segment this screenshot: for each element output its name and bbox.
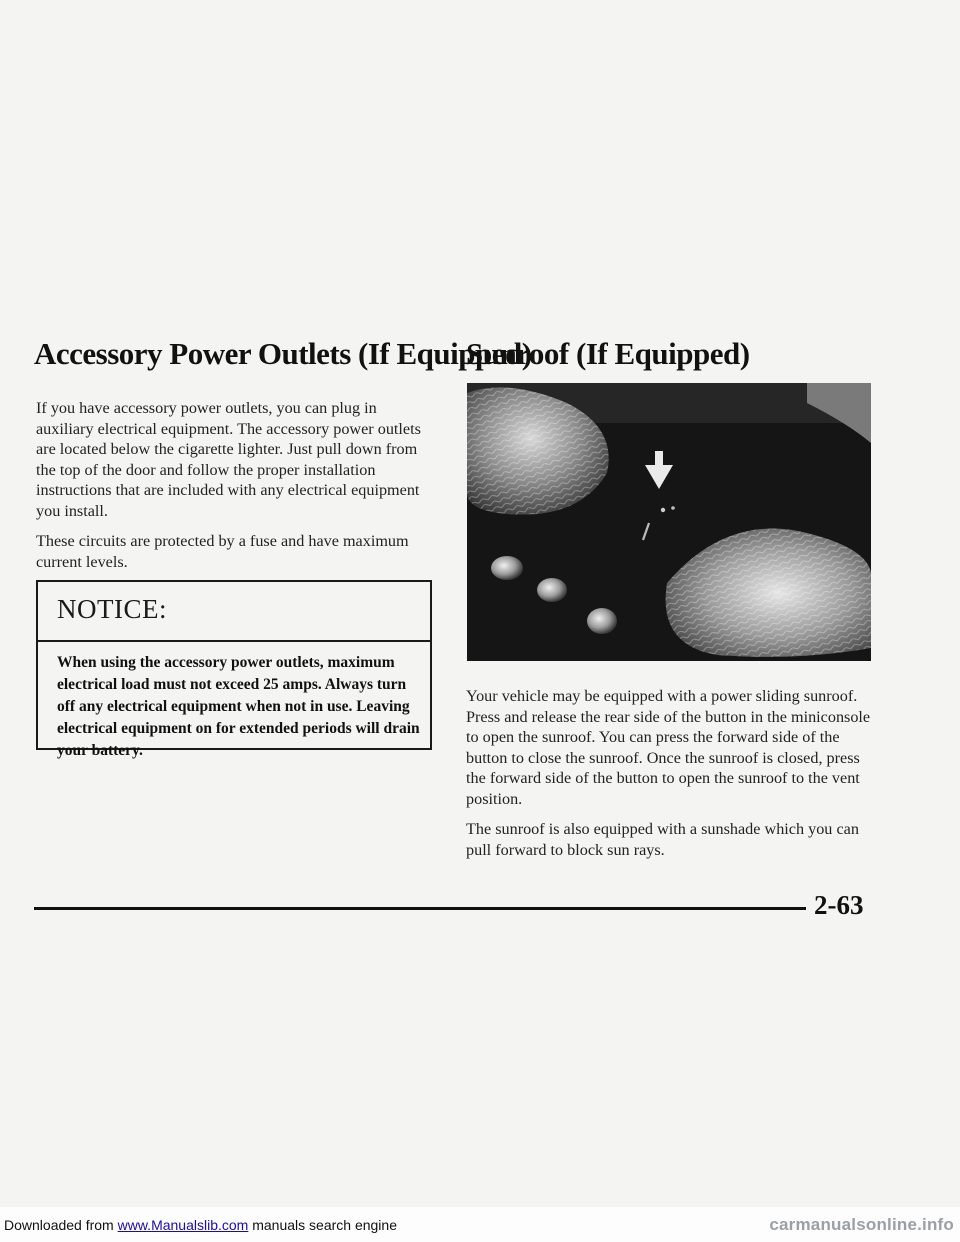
download-suffix: manuals search engine — [248, 1217, 397, 1233]
accessory-paragraph-2: These circuits are protected by a fuse and have maximum current levels. — [36, 532, 409, 571]
sunroof-heading: Sunroof (If Equipped) — [466, 336, 750, 371]
sunroof-text — [466, 686, 876, 870]
accessory-power-outlets-text — [36, 398, 436, 582]
download-source-line — [4, 1217, 397, 1233]
notice-box — [36, 580, 432, 759]
notice-title: NOTICE: — [57, 594, 167, 624]
sunroof-paragraph-2: The sunroof is also equipped with a sunshade which you can pull forward to block sun rays. — [466, 820, 859, 859]
sunroof-console-illustration — [467, 383, 871, 661]
carmanualsonline-watermark: carmanualsonline.info — [769, 1215, 954, 1234]
notice-body: When using the accessory power outlets, maximum electrical load must not exceed 25 amps. Always turn off any electrical equipment when not in use. Leaving electrical equipment on for extended periods will drain your battery. — [57, 654, 420, 759]
footer-rule — [34, 907, 806, 910]
sunroof-console-photo — [467, 383, 871, 661]
accessory-paragraph-1: If you have accessory power outlets, you can plug in auxiliary electrical equipment. The accessory power outlets are located below the cigarette lighter. Just pull down from the top of the door and follow the proper installation instructions that are included with any electrical equipment you install. — [36, 399, 421, 520]
download-prefix: Downloaded from — [4, 1217, 118, 1233]
notice-header — [38, 582, 430, 642]
sunroof-paragraph-1: Your vehicle may be equipped with a power sliding sunroof. Press and release the rear side of the button in the miniconsole to open the sunroof. You can press the forward side of the button to close the sunroof. Once the sunroof is closed, press the forward side of the button to open the sunroof to the vent position. — [466, 687, 871, 808]
page-number: 2-63 — [814, 890, 864, 920]
manualslib-link[interactable]: www.Manualslib.com — [117, 1217, 249, 1233]
accessory-power-outlets-heading: Accessory Power Outlets (If Equipped) — [34, 336, 532, 371]
